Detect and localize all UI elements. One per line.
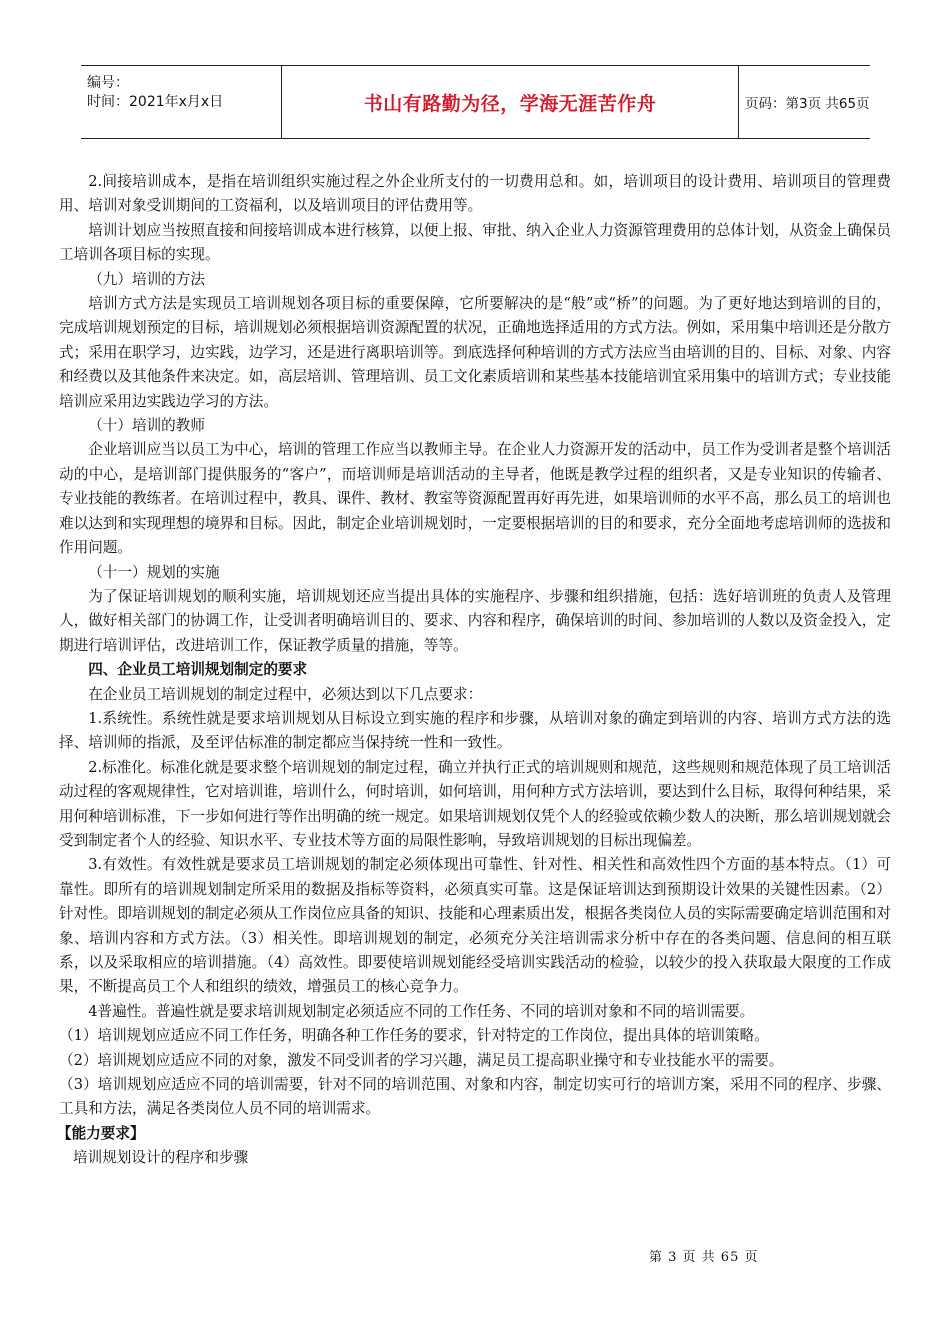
ability-item: 培训规划设计的程序和步骤 xyxy=(73,1149,249,1167)
time-label: 时间：2021年x月x日 xyxy=(87,94,224,110)
page-footer: 第 3 页 共 65 页 xyxy=(649,1250,759,1265)
paragraph: 3.有效性。有效性就是要求员工培训规划的制定必须体现出可靠性、针对性、相关性和高效性四个方面的基本特点。（1）可靠性。即所有的培训规划制定所采用的数据及指标等资料，必须真实可靠。这是保证培训达到预期设计效果的关键性因素。（2）针对性。即培训规划的制定必须从工作岗位应具备的知识、技能和心理素质出发，根据各类岗位人员的实际需要确定培训范围和对象、培训内容和方式方法。（3）相关性。即培训规划的制定，必须充分关注培训需求分析中存在的各类问题、信息间的相互联系，以及采取相应的培训措施。（4）高效性。即要使培训规划能经受培训实践活动的检验，以较少的投入获取最大限度的工作成果，不断提高员工个人和组织的绩效，增强员工的核心竞争力。 xyxy=(59,856,891,996)
section-heading: 四、企业员工培训规划制定的要求 xyxy=(88,661,308,679)
paragraph: 培训方式方法是实现员工培训规划各项目标的重要保障，它所要解决的是“般”或“桥”的问题。为了更好地达到培训的目的，完成培训规划预定的目标，培训规划必须根据培训资源配置的状况，正确地选择适用的方式方法。例如，采用集中培训还是分散方式；采用在职学习，边实践，边学习，还是进行离职培训等。到底选择何种培训的方式方法应当由培训的目的、目标、对象、内容和经费以及其他条件来决定。如，高层培训、管理培训、员工文化素质培训和某些基本技能培训宜采用集中的培训方式；专业技能培训应采用边实践边学习的方法。 xyxy=(59,295,891,410)
number-label: 编号： xyxy=(87,75,129,91)
paragraph: 在企业员工培训规划的制定过程中，必须达到以下几点要求： xyxy=(88,685,483,703)
document-body xyxy=(59,170,891,1171)
document-header xyxy=(81,65,870,139)
section-heading: （十一）规划的实施 xyxy=(88,563,220,581)
paragraph: 2.标准化。标准化就是要求整个培训规划的制定过程，确立并执行正式的培训规则和规范，这些规则和规范体现了员工培训活动过程的客观规律性，它对培训谁，培训什么，何时培训，如何培训，用何种方式方法培训，要达到什么目标，取得何种结果，采用何种培训标准，下一步如何进行等作出明确的统一规定。如果培训规划仅凭个人的经验或依赖少数人的决断，那么培训规划就会受到制定者个人的经验、知识水平、专业技术等方面的局限性影响，导致培训规划的目标出现偏差。 xyxy=(59,758,891,849)
paragraph: 4普遍性。普遍性就是要求培训规划制定必须适应不同的工作任务、不同的培训对象和不同的培训需要。 xyxy=(88,1002,755,1020)
paragraph: 企业培训应当以员工为中心，培训的管理工作应当以教师主导。在企业人力资源开发的活动中，员工作为受训者是整个培训活动的中心，是培训部门提供服务的“客户”，而培训师是培训活动的主导者，他既是教学过程的组织者，又是专业知识的传输者、专业技能的教练者。在培训过程中，教具、课件、教材、教室等资源配置再好再先进，如果培训师的水平不高，那么员工的培训也难以达到和实现理想的境界和目标。因此，制定企业培训规划时，一定要根据培训的目的和要求，充分全面地考虑培训师的选拔和作用问题。 xyxy=(59,441,891,557)
paragraph: 1.系统性。系统性就是要求培训规划从目标设立到实施的程序和步骤，从培训对象的确定到培训的内容、培训方式方法的选择、培训师的指派，及至评估标准的制定都应当保持统一性和一致性。 xyxy=(59,709,891,752)
paragraph: （3）培训规划应适应不同的培训需要，针对不同的培训范围、对象和内容，制定切实可行的培训方案，采用不同的程序、步骤、工具和方法，满足各类岗位人员不同的培训需求。 xyxy=(59,1076,891,1118)
header-motto: 书山有路勤为径，学海无涯苦作舟 xyxy=(282,66,739,138)
paragraph: 培训计划应当按照直接和间接培训成本进行核算，以便上报、审批、纳入企业人力资源管理费用的总体计划，从资金上确保员工培训各项目标的实现。 xyxy=(59,221,891,264)
header-meta xyxy=(81,66,282,138)
section-heading: （九）培训的方法 xyxy=(88,270,205,288)
paragraph: 2.间接培训成本，是指在培训组织实施过程之外企业所支付的一切费用总和。如，培训项目的设计费用、培训项目的管理费用、培训对象受训期间的工资福利，以及培训项目的评估费用等。 xyxy=(59,173,891,215)
header-page-info: 页码：第3页 共65页 xyxy=(745,96,870,112)
section-heading: （十）培训的教师 xyxy=(88,417,205,435)
paragraph: （2）培训规划应适应不同的对象，激发不同受训者的学习兴趣，满足员工提高职业操守和专业技能水平的需要。 xyxy=(59,1051,784,1069)
paragraph: （1）培训规划应适应不同工作任务，明确各种工作任务的要求，针对特定的工作岗位，提出具体的培训策略。 xyxy=(59,1027,769,1045)
ability-heading: 【能力要求】 xyxy=(57,1124,145,1142)
paragraph: 为了保证培训规划的顺利实施，培训规划还应当提出具体的实施程序、步骤和组织措施，包括：选好培训班的负责人及管理人，做好相关部门的协调工作，让受训者明确培训目的、要求、内容和程序，确保培训的时间、参加培训的人数以及资金投入，定期进行培训评估，改进培训工作，保证教学质量的措施，等等。 xyxy=(59,587,891,654)
